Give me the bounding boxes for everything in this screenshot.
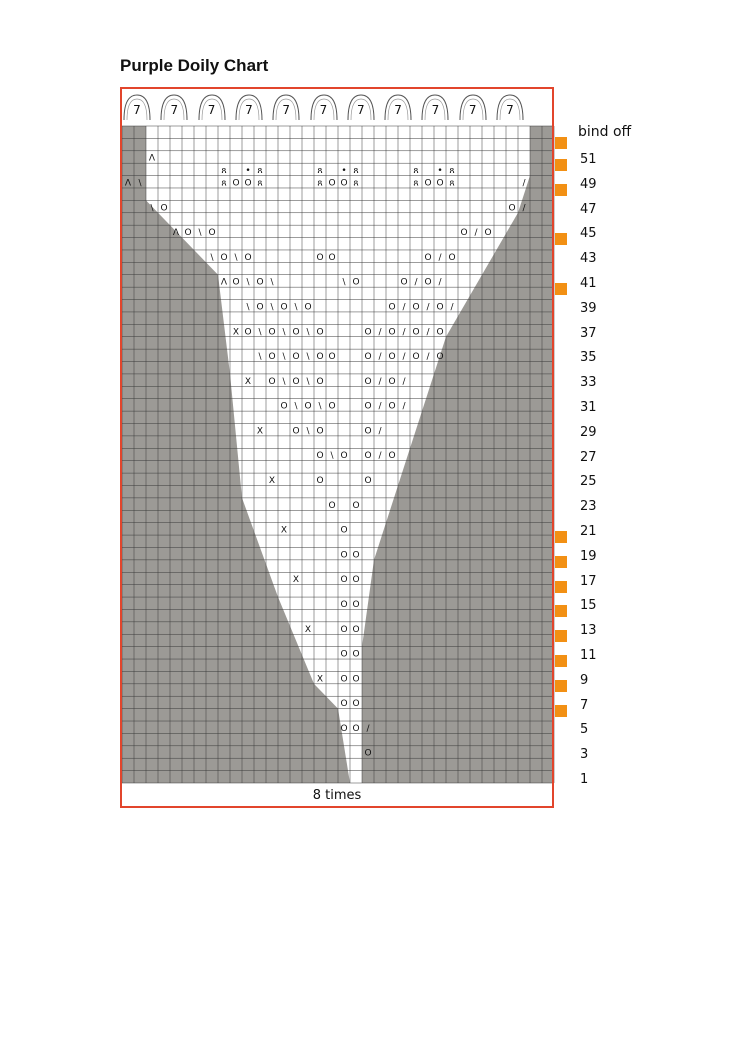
stitch-symbol-yo: O	[304, 302, 312, 313]
stitch-symbol-k3tog: X	[316, 674, 324, 685]
stitch-symbol-ssk: \	[234, 252, 238, 263]
stitch-symbol-yo: O	[424, 277, 432, 288]
repeat-arch-number: 7	[506, 103, 514, 117]
stitch-symbol-yo: O	[268, 327, 276, 338]
highlight-marker	[555, 137, 567, 149]
stitch-symbol-ssk: \	[150, 203, 154, 214]
stitch-symbol-yo: O	[340, 624, 348, 635]
stitch-symbol-twisted: ጸ	[353, 166, 359, 177]
stitch-symbol-twisted: ጸ	[221, 166, 227, 177]
repeat-arch-number: 7	[394, 103, 402, 117]
stitch-symbol-bobble: •	[437, 166, 443, 177]
row-number: 17	[580, 573, 597, 589]
row-number: 13	[580, 623, 597, 639]
stitch-symbol-k2tog: /	[522, 203, 526, 214]
repeat-arch-number: 7	[319, 103, 328, 117]
highlight-marker	[555, 630, 567, 642]
stitch-symbol-yo: O	[352, 723, 360, 734]
highlight-marker	[555, 655, 567, 667]
stitch-symbol-yo: O	[448, 252, 456, 263]
row-number: 3	[580, 747, 589, 763]
stitch-symbol-yo: O	[340, 649, 348, 660]
stitch-symbol-yo: O	[340, 178, 348, 189]
stitch-symbol-ssk: \	[210, 252, 214, 263]
stitch-symbol-yo: O	[352, 624, 360, 635]
stitch-symbol-yo: O	[352, 277, 360, 288]
stitch-symbol-k2tog: /	[450, 302, 454, 313]
stitch-symbol-yo: O	[352, 550, 360, 561]
stitch-symbol-k2tog: /	[402, 376, 406, 387]
stitch-symbol-yo: O	[412, 302, 420, 313]
stitch-symbol-bobble: •	[341, 166, 347, 177]
stitch-symbol-yo: O	[364, 352, 372, 363]
repeat-arch-number: 7	[207, 103, 216, 117]
highlight-marker	[555, 556, 567, 568]
highlight-marker	[555, 184, 567, 196]
stitch-symbol-yo: O	[340, 525, 348, 536]
repeat-arch-number: 7	[170, 103, 179, 117]
stitch-symbol-yo: O	[232, 277, 240, 288]
stitch-symbol-yo: O	[292, 376, 300, 387]
stitch-symbol-cdd: Λ	[220, 277, 228, 288]
row-number: 37	[580, 325, 597, 341]
stitch-symbol-ssk: \	[294, 401, 298, 412]
row-number: 21	[580, 524, 597, 539]
repeat-label: 8 times	[312, 788, 362, 803]
stitch-symbol-yo: O	[340, 699, 348, 710]
stitch-symbol-yo: O	[304, 401, 312, 412]
row-number: 49	[580, 176, 597, 192]
stitch-symbol-ssk: \	[270, 277, 274, 288]
stitch-symbol-yo: O	[388, 302, 396, 313]
stitch-symbol-yo: O	[328, 178, 336, 189]
bind-off-label: bind off	[578, 124, 632, 140]
stitch-symbol-yo: O	[292, 327, 300, 338]
stitch-symbol-yo: O	[220, 252, 228, 263]
repeat-arch-number: 7	[431, 103, 440, 117]
stitch-symbol-k2tog: /	[426, 302, 430, 313]
stitch-symbol-yo: O	[364, 748, 372, 759]
row-number: 9	[580, 672, 589, 688]
stitch-symbol-yo: O	[364, 476, 372, 487]
stitch-symbol-yo: O	[400, 277, 408, 288]
stitch-symbol-yo: O	[268, 352, 276, 363]
repeat-arch-number: 7	[282, 103, 290, 117]
stitch-symbol-yo: O	[436, 327, 444, 338]
stitch-symbol-ssk: \	[246, 277, 250, 288]
repeat-arch-number: 7	[245, 103, 253, 117]
stitch-symbol-yo: O	[424, 252, 432, 263]
highlight-marker	[555, 159, 567, 171]
stitch-symbol-bobble: •	[245, 166, 251, 177]
stitch-symbol-k2tog: /	[402, 352, 406, 363]
stitch-symbol-yo: O	[388, 327, 396, 338]
stitch-symbol-yo: O	[364, 376, 372, 387]
row-number: 35	[580, 350, 597, 366]
stitch-symbol-ssk: \	[306, 376, 310, 387]
stitch-symbol-yo: O	[484, 228, 492, 239]
stitch-symbol-yo: O	[364, 401, 372, 412]
stitch-symbol-yo: O	[232, 178, 240, 189]
stitch-symbol-ssk: \	[282, 352, 286, 363]
stitch-symbol-yo: O	[244, 178, 252, 189]
row-number: 25	[580, 474, 597, 490]
repeat-arch-number: 7	[356, 103, 365, 117]
stitch-symbol-yo: O	[328, 401, 336, 412]
highlight-marker	[555, 531, 567, 543]
stitch-symbol-yo: O	[364, 426, 372, 437]
stitch-symbol-yo: O	[292, 426, 300, 437]
stitch-symbol-k2tog: /	[378, 426, 382, 437]
stitch-symbol-k3tog: X	[256, 426, 264, 437]
stitch-symbol-k2tog: /	[402, 401, 406, 412]
stitch-symbol-k2tog: /	[426, 352, 430, 363]
stitch-symbol-yo: O	[340, 723, 348, 734]
row-number: 51	[580, 152, 597, 167]
stitch-symbol-yo: O	[244, 252, 252, 263]
stitch-symbol-yo: O	[352, 674, 360, 685]
row-number: 1	[580, 772, 589, 787]
stitch-symbol-k2tog: /	[474, 228, 478, 239]
stitch-symbol-yo: O	[424, 178, 432, 189]
stitch-symbol-ssk: \	[294, 302, 298, 313]
stitch-symbol-yo: O	[412, 352, 420, 363]
stitch-symbol-yo: O	[364, 451, 372, 462]
stitch-symbol-k3tog: X	[232, 327, 240, 338]
stitch-symbol-yo: O	[292, 352, 300, 363]
chart-title: Purple Doily Chart	[120, 56, 269, 75]
stitch-symbol-k2tog: /	[438, 252, 442, 263]
stitch-symbol-twisted: ጸ	[449, 178, 455, 189]
row-number: 27	[580, 449, 597, 465]
stitch-symbol-k2tog: /	[414, 277, 418, 288]
stitch-symbol-ssk: \	[342, 277, 346, 288]
stitch-symbol-yo: O	[328, 252, 336, 263]
stitch-symbol-ssk: \	[318, 401, 322, 412]
stitch-symbol-yo: O	[268, 376, 276, 387]
stitch-symbol-ssk: \	[198, 228, 202, 239]
stitch-symbol-k2tog: /	[378, 327, 382, 338]
stitch-symbol-ssk: \	[330, 451, 334, 462]
stitch-symbol-yo: O	[388, 401, 396, 412]
stitch-symbol-twisted: ጸ	[221, 178, 227, 189]
repeat-arch-number: 7	[133, 103, 141, 117]
stitch-symbol-yo: O	[328, 352, 336, 363]
highlight-marker	[555, 680, 567, 692]
row-number: 31	[580, 400, 597, 415]
stitch-symbol-yo: O	[508, 203, 516, 214]
stitch-symbol-ssk: \	[246, 302, 250, 313]
highlight-marker	[555, 283, 567, 295]
stitch-symbol-yo: O	[352, 599, 360, 610]
stitch-symbol-yo: O	[340, 674, 348, 685]
stitch-symbol-twisted: ጸ	[317, 166, 323, 177]
stitch-symbol-yo: O	[328, 500, 336, 511]
stitch-symbol-yo: O	[316, 252, 324, 263]
repeat-arch-number: 7	[468, 103, 477, 117]
stitch-symbol-yo: O	[316, 352, 324, 363]
stitch-symbol-ssk: \	[306, 327, 310, 338]
stitch-symbol-ssk: \	[138, 178, 142, 189]
stitch-symbol-ssk: \	[282, 376, 286, 387]
stitch-symbol-k2tog: /	[378, 376, 382, 387]
stitch-symbol-yo: O	[364, 327, 372, 338]
row-number: 45	[580, 226, 597, 242]
stitch-symbol-yo: O	[436, 352, 444, 363]
stitch-symbol-yo: O	[388, 352, 396, 363]
stitch-symbol-yo: O	[388, 376, 396, 387]
stitch-symbol-k2tog: /	[378, 401, 382, 412]
stitch-symbol-yo: O	[340, 575, 348, 586]
row-number: 5	[580, 722, 589, 738]
stitch-symbol-cdd: Λ	[148, 153, 156, 164]
stitch-symbol-yo: O	[352, 699, 360, 710]
stitch-symbol-ssk: \	[270, 302, 274, 313]
stitch-symbol-k3tog: X	[268, 476, 276, 487]
stitch-symbol-ssk: \	[306, 426, 310, 437]
stitch-symbol-k2tog: /	[378, 352, 382, 363]
stitch-symbol-yo: O	[436, 302, 444, 313]
stitch-symbol-twisted: ጸ	[353, 178, 359, 189]
row-number: 33	[580, 375, 597, 391]
stitch-symbol-twisted: ጸ	[449, 166, 455, 177]
stitch-symbol-yo: O	[208, 228, 216, 239]
chart-frame	[120, 87, 554, 808]
stitch-symbol-k2tog: /	[438, 277, 442, 288]
stitch-symbol-k3tog: X	[304, 624, 312, 635]
stitch-symbol-k2tog: /	[426, 327, 430, 338]
stitch-symbol-k2tog: /	[522, 178, 526, 189]
stitch-symbol-twisted: ጸ	[413, 178, 419, 189]
row-number: 39	[580, 300, 597, 316]
stitch-symbol-cdd: Λ	[172, 228, 180, 239]
row-number: 23	[580, 499, 597, 515]
row-number: 29	[580, 424, 597, 440]
stitch-symbol-ssk: \	[282, 327, 286, 338]
stitch-symbol-yo: O	[316, 451, 324, 462]
row-number: 7	[580, 697, 589, 713]
stitch-symbol-yo: O	[340, 550, 348, 561]
stitch-symbol-yo: O	[340, 599, 348, 610]
row-number: 47	[580, 201, 597, 217]
stitch-symbol-yo: O	[316, 376, 324, 387]
stitch-symbol-twisted: ጸ	[257, 166, 263, 177]
stitch-symbol-yo: O	[352, 649, 360, 660]
row-number: 11	[580, 648, 597, 663]
highlight-marker	[555, 233, 567, 245]
stitch-symbol-k2tog: /	[366, 723, 370, 734]
stitch-symbol-twisted: ጸ	[317, 178, 323, 189]
stitch-symbol-k3tog: X	[280, 525, 288, 536]
stitch-symbol-yo: O	[244, 327, 252, 338]
stitch-symbol-k3tog: X	[292, 575, 300, 586]
stitch-symbol-yo: O	[352, 575, 360, 586]
stitch-symbol-yo: O	[460, 228, 468, 239]
row-number: 43	[580, 251, 597, 267]
stitch-symbol-yo: O	[316, 327, 324, 338]
stitch-symbol-ssk: \	[258, 352, 262, 363]
stitch-symbol-yo: O	[412, 327, 420, 338]
stitch-symbol-yo: O	[160, 203, 168, 214]
stitch-symbol-yo: O	[256, 277, 264, 288]
stitch-symbol-yo: O	[340, 451, 348, 462]
stitch-symbol-ssk: \	[306, 352, 310, 363]
stitch-symbol-ssk: \	[258, 327, 262, 338]
stitch-symbol-yo: O	[352, 500, 360, 511]
highlight-marker	[555, 705, 567, 717]
stitch-symbol-k2tog: /	[402, 302, 406, 313]
stitch-symbol-yo: O	[256, 302, 264, 313]
stitch-symbol-yo: O	[316, 426, 324, 437]
stitch-symbol-yo: O	[388, 451, 396, 462]
stitch-symbol-yo: O	[184, 228, 192, 239]
stitch-symbol-k2tog: /	[378, 451, 382, 462]
row-number: 15	[580, 598, 597, 614]
row-number: 41	[580, 276, 597, 291]
stitch-symbol-k3tog: X	[244, 376, 252, 387]
stitch-symbol-cdd: Λ	[124, 178, 132, 189]
stitch-symbol-yo: O	[316, 476, 324, 487]
stitch-symbol-yo: O	[280, 401, 288, 412]
stitch-symbol-twisted: ጸ	[257, 178, 263, 189]
row-number: 19	[580, 548, 597, 564]
stitch-symbol-k2tog: /	[402, 327, 406, 338]
stitch-symbol-yo: O	[280, 302, 288, 313]
highlight-marker	[555, 581, 567, 593]
stitch-symbol-yo: O	[436, 178, 444, 189]
stitch-symbol-twisted: ጸ	[413, 166, 419, 177]
highlight-marker	[555, 605, 567, 617]
